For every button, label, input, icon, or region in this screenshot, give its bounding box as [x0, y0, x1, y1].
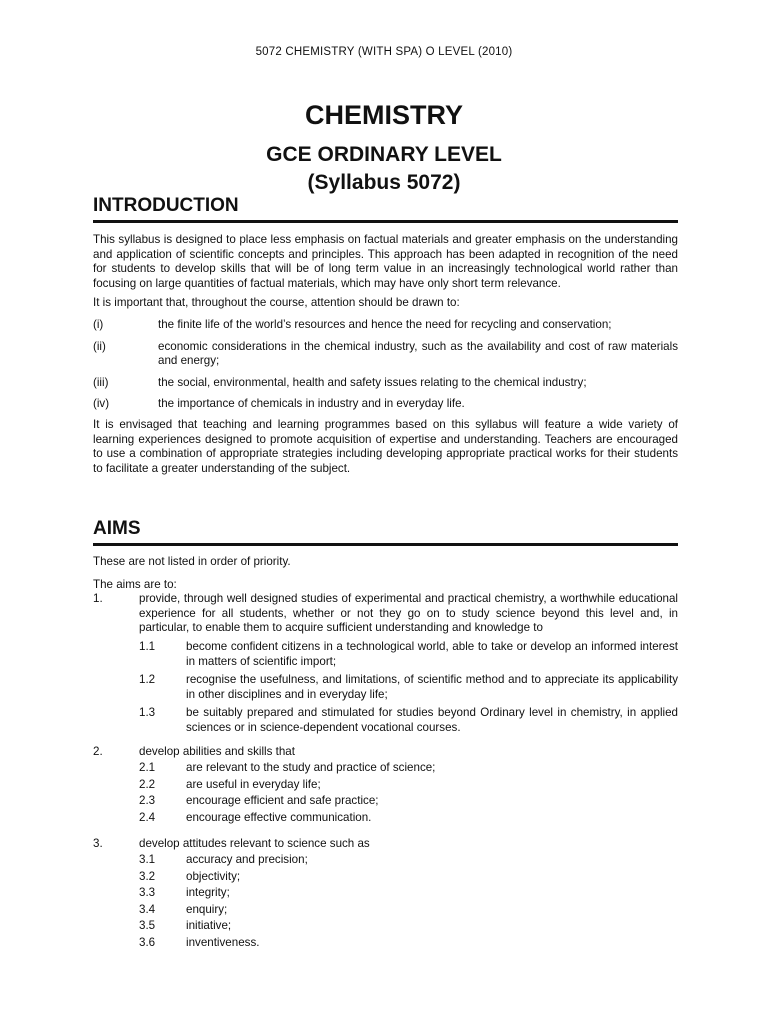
aim-subitem-number: 3.4 [139, 902, 156, 916]
aim-subitem-number: 3.6 [139, 936, 156, 950]
aim-text: provide, through well designed studies of experimental and practical chemistry, a worthwhile educational experience for all students, whether or not they go on to study science beyond this level and, in particular, to enable them to acquire sufficient understanding and knowledge to [139, 592, 678, 635]
list-item [93, 376, 678, 391]
aim-subitem-text: encourage efficient and safe practice; [186, 794, 379, 808]
aims-section [93, 518, 678, 951]
subtitle-level: GCE ORDINARY LEVEL [266, 143, 502, 166]
aims-note: These are not listed in order of priority. [93, 555, 291, 568]
aim-subitem [139, 903, 678, 918]
aim-subitem-text: integrity; [186, 886, 230, 900]
introduction-section [93, 195, 678, 476]
list-item-number: (iv) [93, 397, 110, 411]
aim-subitem [139, 761, 678, 776]
list-item [93, 397, 678, 412]
aim-number: 1. [93, 592, 103, 606]
aim-subitem-text: become confident citizens in a technological world, able to take or develop an informed interest in matters of scientific import; [186, 639, 678, 668]
introduction-paragraph-3: It is envisaged that teaching and learning programmes based on this syllabus will feature a wide variety of learning experiences designed to promote acquisition of expertise and understanding. Teachers are encouraged to use a combination of appropriate strategies including developing appropriate practical works for their students to facilitate a greater understanding of the subject. [93, 417, 678, 475]
aim-subitem [139, 870, 678, 885]
aim-subitem-text: recognise the usefulness, and limitations, of scientific method and to appreciate its applicability in other disciplines and in everyday life; [186, 673, 678, 701]
aim-subitem-text: enquiry; [186, 902, 228, 916]
list-item-text: the social, environmental, health and safety issues relating to the chemical industry; [158, 375, 587, 389]
aim-item [93, 592, 678, 636]
aim-subitem-text: objectivity; [186, 869, 241, 883]
aim-subitem-number: 3.3 [139, 886, 156, 900]
list-item [93, 340, 678, 369]
aim-subitem-number: 2.4 [139, 810, 156, 824]
aim-subitem-text: are useful in everyday life; [186, 777, 321, 791]
list-item [93, 318, 678, 333]
aim-item [93, 837, 678, 852]
aim-subitem [139, 778, 678, 793]
page-title: CHEMISTRY [304, 100, 463, 130]
aim-subitem-number: 1.2 [139, 673, 156, 687]
aim-subitem-text: encourage effective communication. [186, 810, 372, 824]
introduction-paragraph-2: It is important that, throughout the course, attention should be drawn to: [93, 296, 460, 310]
aim-number: 3. [93, 836, 103, 850]
aim-subitem [139, 673, 678, 702]
list-item-number: (i) [93, 317, 104, 331]
aim-subitem-number: 2.3 [139, 794, 156, 808]
aim-subitem-text: be suitably prepared and stimulated for studies beyond Ordinary level in chemistry, in applied sciences or in science-dependent vocational courses. [186, 706, 678, 734]
aim-subitem [139, 640, 678, 669]
aim-subitem-text: accuracy and precision; [186, 853, 308, 867]
running-header: 5072 CHEMISTRY (WITH SPA) O LEVEL (2010) [255, 46, 513, 58]
aims-heading: AIMS [93, 518, 678, 546]
aim-subitem-number: 3.2 [139, 869, 156, 883]
aim-item [93, 745, 678, 760]
subtitle-syllabus: (Syllabus 5072) [307, 171, 461, 194]
list-item-text: the finite life of the world’s resources and hence the need for recycling and conservation; [158, 317, 612, 331]
aim-subitem-text: initiative; [186, 919, 232, 933]
aim-text: develop abilities and skills that [139, 744, 295, 758]
aim-subitem-text: inventiveness. [186, 936, 260, 950]
aim-subitem-number: 2.2 [139, 777, 156, 791]
aim-subitem [139, 706, 678, 735]
aim-subitem [139, 811, 678, 826]
aim-subitem-text: are relevant to the study and practice of science; [186, 761, 436, 775]
list-item-text: economic considerations in the chemical industry, such as the availability and cost of raw materials and energy; [158, 339, 678, 368]
introduction-heading: INTRODUCTION [93, 195, 678, 223]
aim-subitem [139, 853, 678, 868]
aim-subitem-number: 2.1 [139, 761, 156, 775]
aim-number: 2. [93, 744, 103, 758]
aim-text: develop attitudes relevant to science such as [139, 836, 370, 850]
aim-subitem-number: 3.1 [139, 853, 156, 867]
aim-subitem [139, 886, 678, 901]
aim-subitem [139, 919, 678, 934]
list-item-number: (ii) [93, 339, 106, 353]
aim-subitem [139, 936, 678, 951]
aim-subitem-number: 1.1 [139, 639, 156, 653]
list-item-text: the importance of chemicals in industry and in everyday life. [158, 397, 465, 411]
aims-intro: The aims are to: [93, 577, 177, 591]
aim-subitem [139, 794, 678, 809]
aim-subitem-number: 3.5 [139, 919, 156, 933]
aim-subitem-number: 1.3 [139, 706, 156, 720]
introduction-paragraph-1: This syllabus is designed to place less emphasis on factual materials and greater emphasis on the understanding and application of scientific concepts and principles. This approach has been adapted in recognition of the need for students to develop skills that will be of long term value in an increasingly technological world rather than focusing on large quantities of factual materials, which may have only short term relevance. [93, 233, 678, 290]
list-item-number: (iii) [93, 375, 109, 389]
